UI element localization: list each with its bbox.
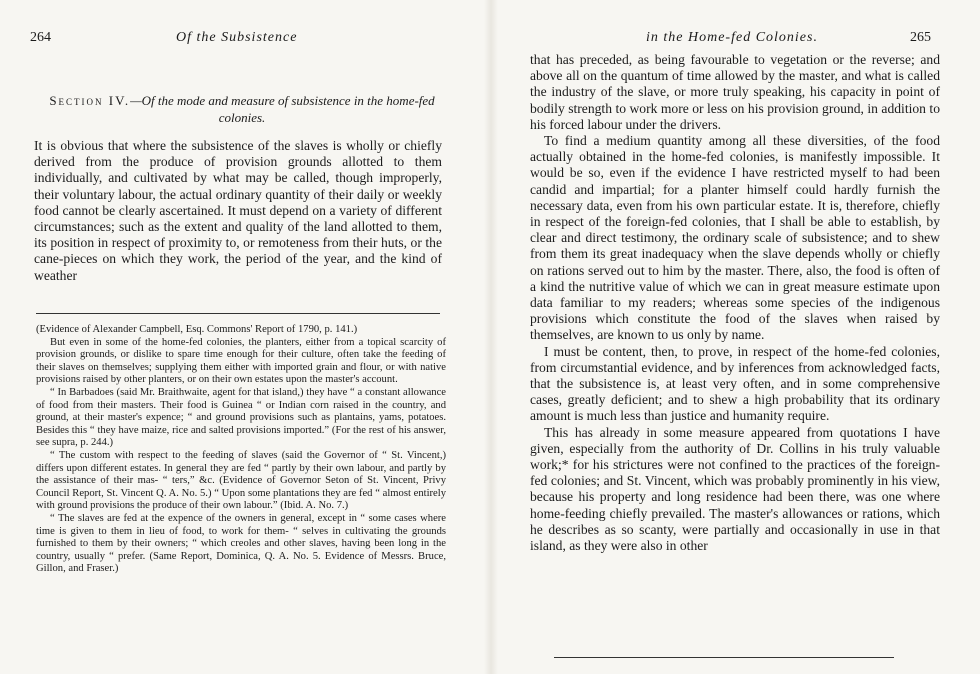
left-running-head: Of the Subsistence — [176, 30, 298, 45]
footnote-3: “ In Barbadoes (said Mr. Braithwaite, agent for that island,) they have “ a constant allowance of food from their masters. Their food is Guinea “ or Indian corn raised in the country, and ground, at their master's expence; “ and ground provisions such as plantains, yams, potatoes. Besides this “ they have maize, rice and salted provisions imported.” (For the rest of his answer, see supra, p. 244.) — [36, 386, 446, 449]
section-title-text: —Of the mode and measure of subsistence in the home-fed colonies. — [130, 93, 435, 125]
footnote-rule — [36, 313, 440, 314]
left-body-paragraph: It is obvious that where the subsistence of the slaves is wholly or chiefly derived from the produce of provision grounds allotted to them individually, and cultivated by what may be called, though improperly, their voluntary labour, the actual ordinary quantity of their daily or weekly food cannot be clearly ascertained. It must depend on a variety of different circumstances; such as the extent and quality of the land allotted to them, its position in respect of proximity to, or remoteness from their huts, or the cane-pieces on which they work, the period of the year, and the kind of weather — [34, 138, 442, 283]
right-paragraph-2: To find a medium quantity among all these diversities, of the food actually obtained in the home-fed colonies, is manifestly impossible. It would be so, even if the evidence I have restricted myself to had been candid and impartial; for a planter himself could hardly furnish the necessary data, even from his own particular estate. It is, therefore, chiefly in respect of the foreign-fed colonies, that I shall be able to establish, by clear and direct testimony, the ordinary scale of subsistence; and to shew from them its great inadequacy when the slave depends wholly or chiefly on rations served out to him by the master. There, also, the food is often of a kind the nutritive value of which we can in great measure estimate upon data familiar to my readers; whereas some species of the indigenous provisions which constitute the food of the slaves when raised by themselves, are known to us only by name. — [530, 133, 940, 343]
footnote-4: “ The custom with respect to the feeding of slaves (said the Governor of “ St. Vincent,) differs upon different estates. In general they are fed “ partly by their own labour, and partly by the assistance of their mas- “ ters,” &c. (Evidence of Governor Seton of St. Vincent, Privy Council Report, St. Vincent Q. A. No. 5.) “ Upon some plantations they are fed “ almost entirely with ground provisions the produce of their own labour.” (Ibid. A. No. 7.) — [36, 449, 446, 512]
footnote-2: But even in some of the home-fed colonies, the planters, either from a topical scarcity of provision grounds, or dislike to spare time enough for their culture, often take the feeding of their slaves on themselves; supplying them either with imported grain and flour, or with native provisions raised by other planters, or on their own estates upon the master's account. — [36, 336, 446, 386]
right-page-number: 265 — [910, 30, 931, 45]
right-paragraph-4: This has already in some measure appeared from quotations I have given, especially from the authority of Dr. Collins in his truly valuable work;* for his strictures were not confined to the practices of the foreign-fed colonies; and St. Vincent, which was probably prominently in his view, because his property and long residence had been there, was one where home-feeding chiefly prevailed. The master's allowances or rations, which he describes as so scanty, were partially and occasionally in use in that island, as they were also in other — [530, 424, 940, 554]
right-body-text — [530, 52, 940, 554]
left-body-text — [34, 138, 442, 284]
section-label: Section IV. — [49, 93, 131, 108]
right-running-head: in the Home-fed Colonies. — [646, 30, 818, 45]
section-heading — [32, 92, 452, 126]
right-paragraph-1: that has preceded, as being favourable to vegetation or the reverse; and above all on the quantum of time allowed by the master, and what is called the industry of the slave, or more truly speaking, his capacity in point of bodily strength to work more or less on his provision ground, in addition to his forced labour under the drivers. — [530, 52, 940, 132]
footnote-5: “ The slaves are fed at the expence of the owners in general, except in “ some cases where time is given to them in lieu of food, to work for them- “ selves in cultivating the grounds furnished to them by their owners; “ which creoles and other slaves, having been long in the country, usually “ prefer. (Same Report, Dominica, Q. A. No. 5. Evidence of Messrs. Bruce, Gillon, and Fraser.) — [36, 512, 446, 575]
footnotes — [36, 324, 446, 576]
left-page — [0, 0, 486, 674]
right-bottom-rule — [554, 657, 894, 658]
right-page — [494, 0, 980, 674]
right-paragraph-3: I must be content, then, to prove, in respect of the home-fed colonies, from circumstantial evidence, and by inferences from acknowledged facts, that the subsistence is, at least very often, and in some comprehensive cases, greatly deficient; and to shew a high probability that its ordinary amount is much less than justice and humanity require. — [530, 343, 940, 424]
left-page-number: 264 — [30, 30, 51, 45]
footnote-1: (Evidence of Alexander Campbell, Esq. Commons' Report of 1790, p. 141.) — [36, 324, 358, 335]
